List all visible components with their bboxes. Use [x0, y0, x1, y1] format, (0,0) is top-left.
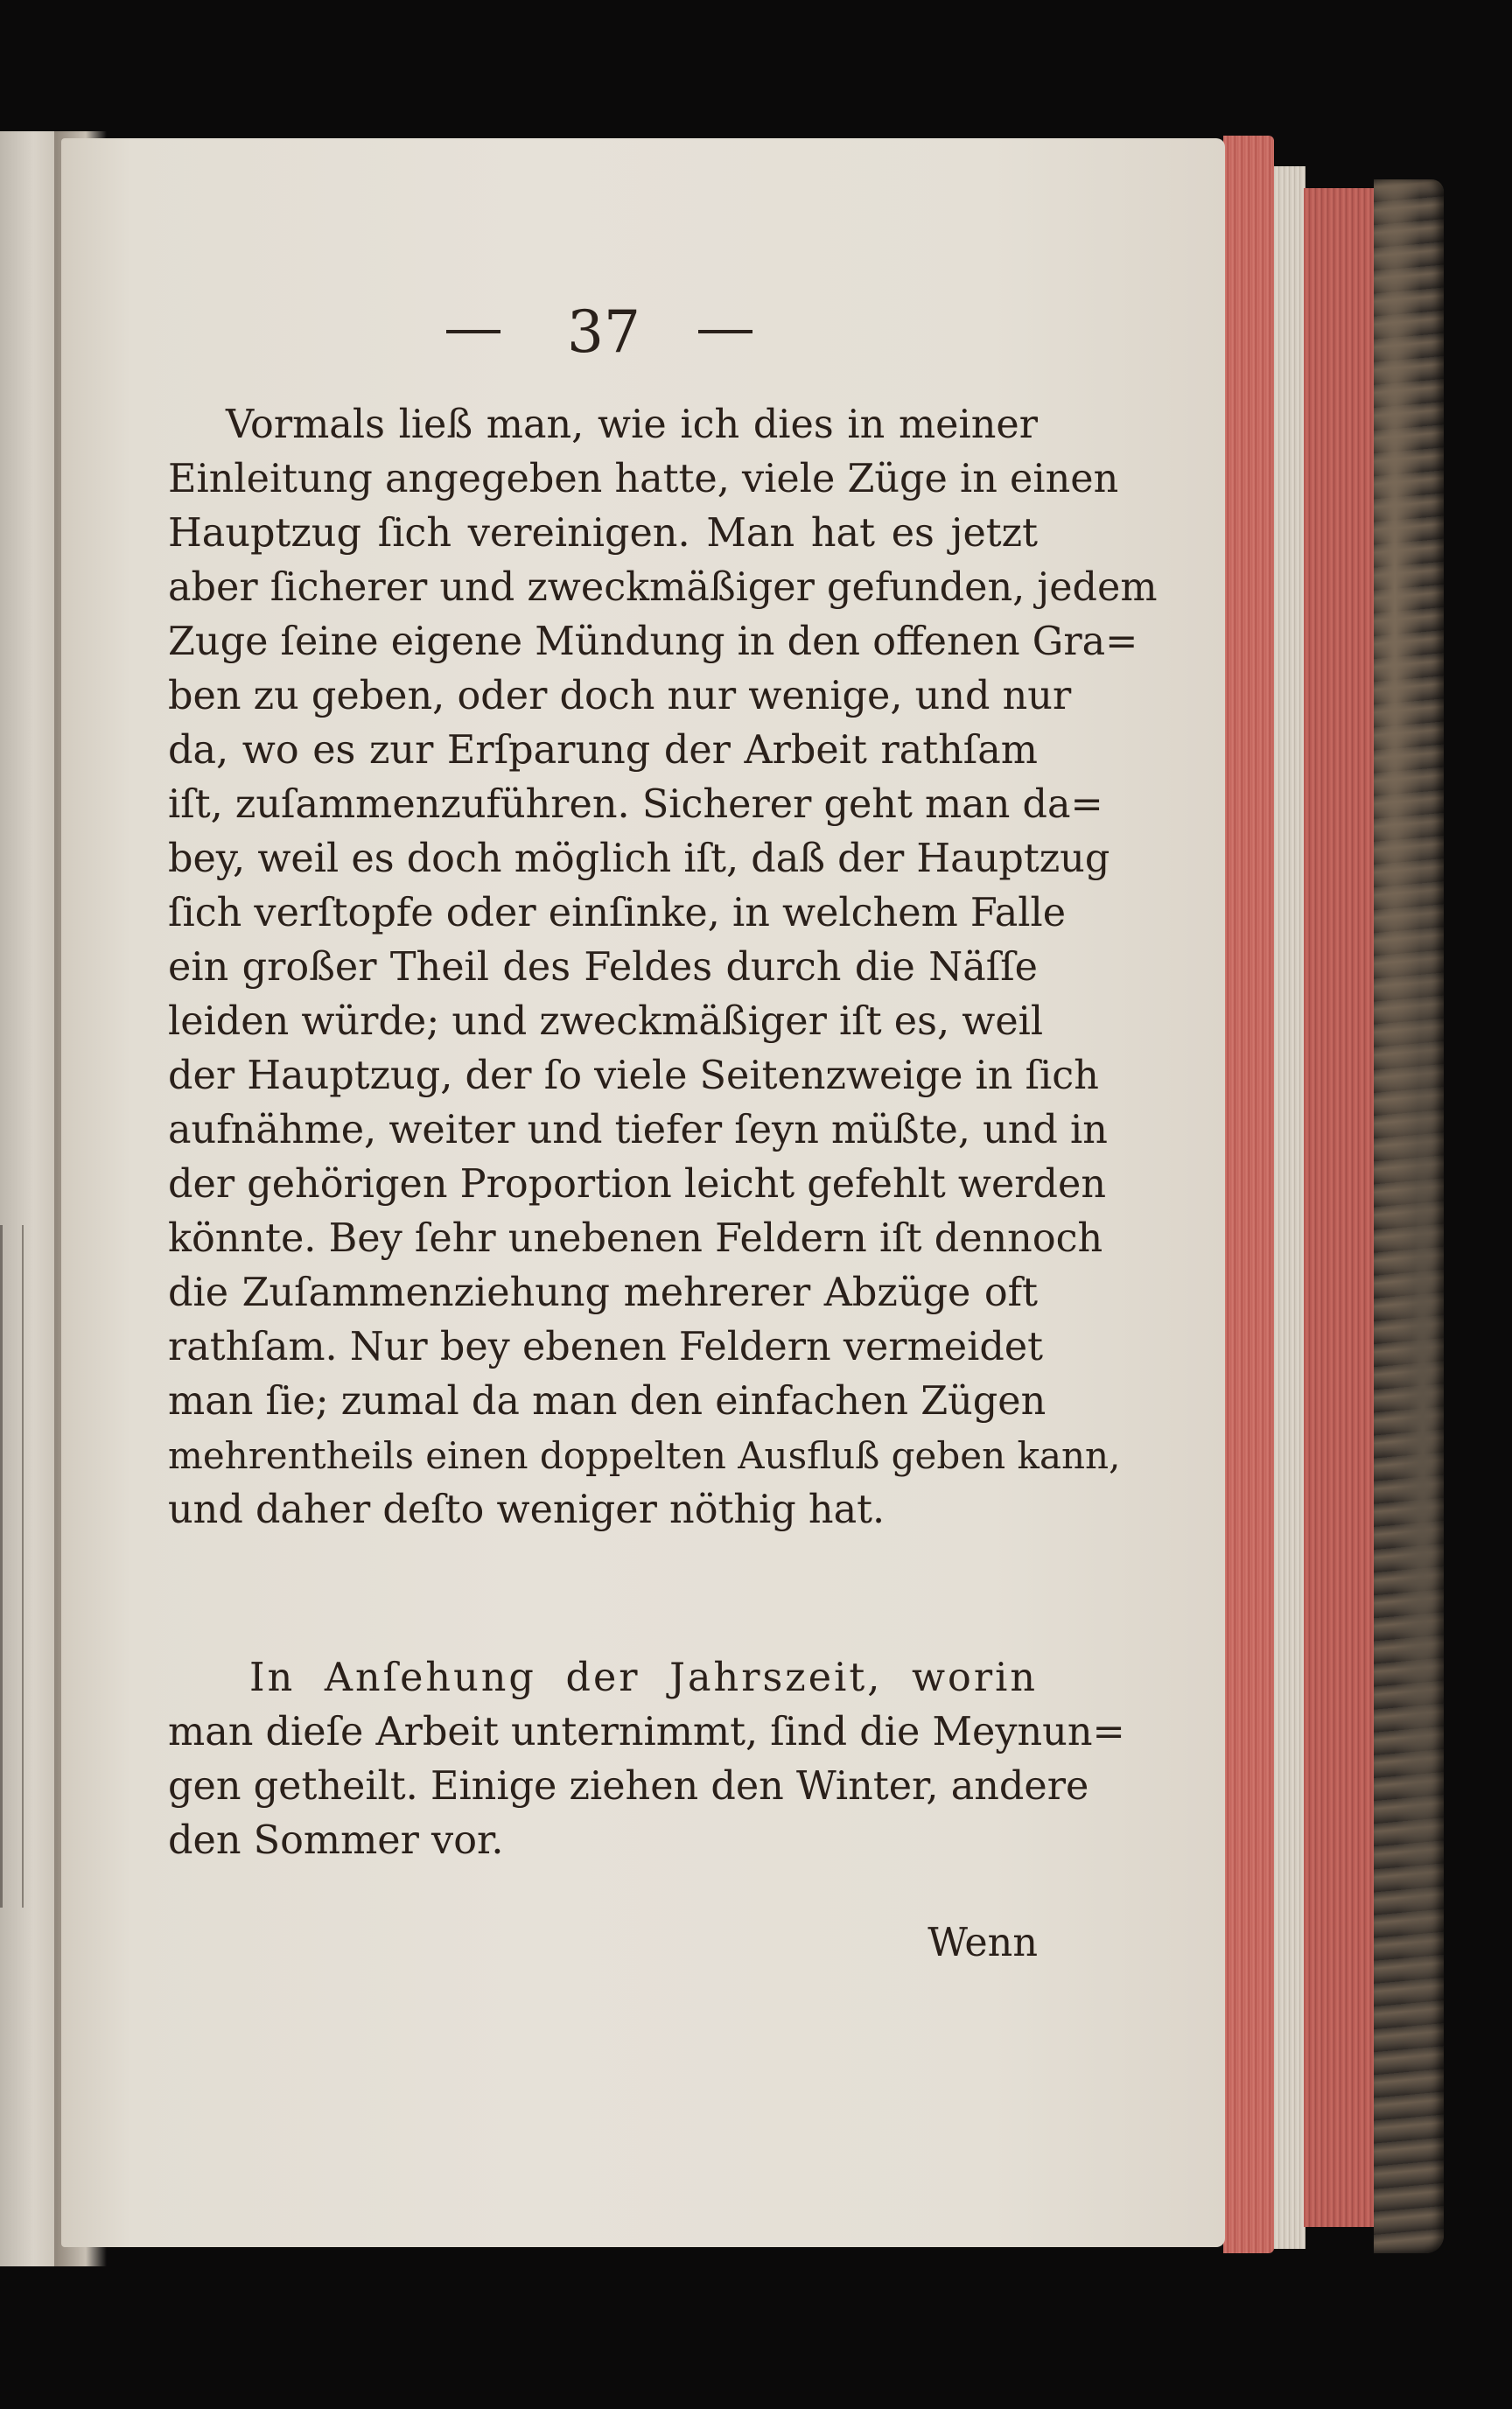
text-line: Einleitung angegeben hatte, viele Züge in einen	[168, 457, 1119, 501]
marbled-cover	[1374, 179, 1444, 2253]
text-line: ſich verſtopfe oder einſinke, in welchem Falle	[168, 891, 1067, 935]
text-line: die Zuſammenziehung mehrerer Abzüge oft	[168, 1271, 1038, 1315]
text-line: In Anſehung der Jahrszeit, worin	[249, 1656, 1038, 1700]
text-line: den Sommer vor.	[168, 1818, 504, 1863]
text-line: bey, weil es doch möglich iſt, daß der Hauptzug	[168, 837, 1110, 881]
text-line: ein großer Theil des Feldes durch die Näſſe	[168, 945, 1038, 990]
text-line: und daher deſto weniger nöthig hat.	[168, 1488, 886, 1532]
text-line: der Hauptzug, der ſo viele Seitenzweige in ſich	[168, 1054, 1099, 1098]
text-line: ben zu geben, oder doch nur wenige, und nur	[168, 674, 1072, 718]
text-line: Hauptzug ſich vereinigen. Man hat es jetzt	[168, 511, 1038, 556]
text-line: der gehörigen Proportion leicht gefehlt werden	[168, 1162, 1107, 1207]
text-line: Zuge ſeine eigene Mündung in den offenen Gra=	[168, 620, 1138, 664]
text-line: könnte. Bey ſehr unebenen Feldern iſt dennoch	[168, 1216, 1103, 1261]
page-number: 37	[567, 298, 640, 366]
text-line: aber ſicherer und zweckmäßiger gefunden, jedem	[168, 565, 1158, 610]
text-line: da, wo es zur Erſparung der Arbeit rathſam	[168, 728, 1038, 773]
text-line: gen getheilt. Einige ziehen den Winter, andere	[168, 1764, 1089, 1809]
page-block-edge	[1223, 136, 1274, 2253]
header-dash-right	[698, 330, 752, 333]
text-line: iſt, zuſammenzuführen. Sicherer geht man da=	[168, 782, 1103, 827]
text-line: rathſam. Nur bey ebenen Feldern vermeidet	[168, 1325, 1044, 1369]
previous-page-illustration-edge	[0, 1225, 24, 1908]
show-through-text	[166, 1588, 1041, 1641]
page-block-edge-outer	[1304, 188, 1374, 2227]
text-line: mehrentheils einen doppelten Ausfluß geben kann,	[168, 1434, 1121, 1477]
text-line: leiden würde; und zweckmäßiger iſt es, weil	[168, 999, 1044, 1044]
text-line: man dieſe Arbeit unternimmt, ſind die Meynun=	[168, 1710, 1125, 1754]
catchword: Wenn	[928, 1921, 1038, 1965]
text-line: Vormals ließ man, wie ich dies in meiner	[226, 403, 1038, 447]
page-block-edge-inner	[1274, 166, 1306, 2249]
text-line: aufnähme, weiter und tiefer ſeyn müßte, und in	[168, 1108, 1108, 1152]
page-header	[420, 293, 770, 372]
header-dash-left	[446, 330, 500, 333]
text-line: man ſie; zumal da man den einfachen Zügen	[168, 1379, 1046, 1424]
